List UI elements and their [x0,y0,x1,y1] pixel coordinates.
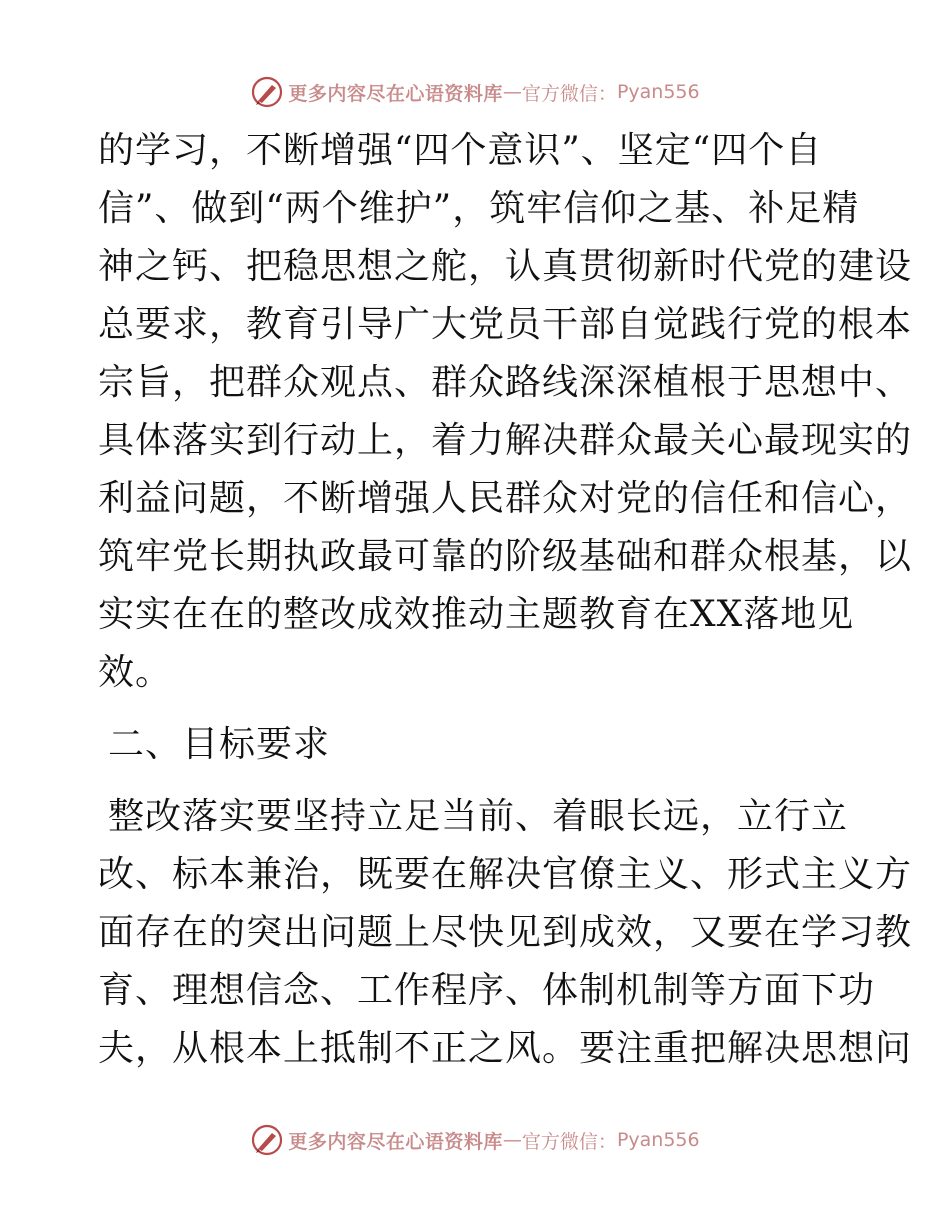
header-banner [0,72,950,112]
section-heading: 二、目标要求 [108,724,331,765]
text-line: 利益问题，不断增强人民群众对党的信任和信心， [98,478,913,519]
banner-title: 更多内容尽在心语资料库 [288,82,503,105]
text-line: 信”、做到“两个维护”，筑牢信仰之基、补足精 [98,188,860,229]
text-line: 改、标本兼治，既要在解决官僚主义、形式主义方 [98,854,913,895]
text-line: 整改落实要坚持立足当前、着眼长远，立行立 [108,796,849,837]
text-line: 宗旨，把群众观点、群众路线深深植根于思想中、 [98,362,913,403]
banner-wechat-label: 官方微信： [521,82,617,105]
banner-wechat-id: Pyan556 [616,81,700,103]
banner-title: 更多内容尽在心语资料库 [288,1130,503,1153]
text-line: 神之钙、把稳思想之舵，认真贯彻新时代党的建设 [98,246,913,287]
text-line: 具体落实到行动上，着力解决群众最关心最现实的 [98,420,913,461]
pen-logo-icon [250,1123,284,1157]
banner-separator: — [502,81,522,103]
text-line: 效。 [98,652,173,693]
banner-separator: — [502,1129,522,1151]
document-body [98,122,913,1078]
banner-wechat-id: Pyan556 [616,1129,700,1151]
text-line: 总要求，教育引导广大党员干部自觉践行党的根本 [98,304,913,345]
text-line: 的学习，不断增强“四个意识”、坚定“四个自 [98,130,823,171]
text-line: 育、理想信念、工作程序、体制机制等方面下功 [98,970,876,1011]
footer-banner [0,1120,950,1160]
banner-wechat-label: 官方微信： [521,1130,617,1153]
text-line: 实实在在的整改成效推动主题教育在XX落地见 [98,594,855,635]
text-line: 夫，从根本上抵制不正之风。要注重把解决思想问 [98,1028,913,1069]
text-line: 筑牢党长期执政最可靠的阶级基础和群众根基，以 [98,536,913,577]
pen-logo-icon [250,75,284,109]
text-line: 面存在的突出问题上尽快见到成效，又要在学习教 [98,912,913,953]
